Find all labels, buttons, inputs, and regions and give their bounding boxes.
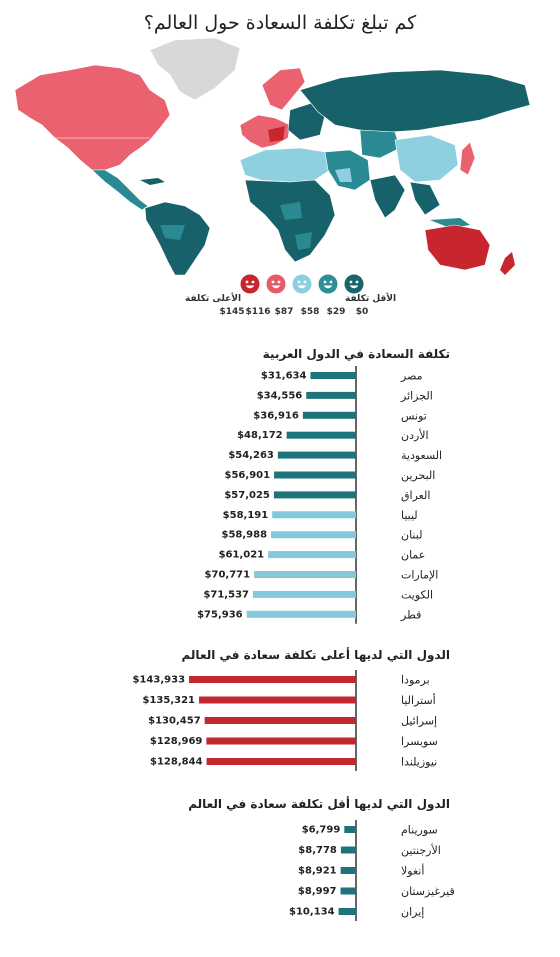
bar-value-label: $8,921 bbox=[298, 865, 337, 877]
map-africa bbox=[245, 180, 335, 262]
bar-value-label: $31,634 bbox=[260, 370, 307, 382]
bar bbox=[339, 908, 356, 915]
bar-value-label: $54,263 bbox=[228, 450, 274, 462]
bar bbox=[207, 758, 356, 765]
bar bbox=[303, 412, 356, 419]
bar-value-label: $71,537 bbox=[203, 589, 249, 601]
legend-smiley-icon bbox=[266, 274, 286, 294]
category-label: برمودا bbox=[401, 673, 430, 687]
category-label: أنغولا bbox=[401, 864, 425, 878]
legend-value: $116 bbox=[245, 307, 271, 317]
bar-value-label: $130,457 bbox=[148, 715, 201, 727]
map-scandinavia bbox=[262, 68, 305, 110]
bar bbox=[278, 452, 356, 459]
bar-value-label: $8,778 bbox=[298, 845, 337, 856]
category-label: ليبيا bbox=[401, 508, 418, 522]
bar bbox=[205, 717, 356, 724]
bar-value-label: $8,997 bbox=[297, 886, 337, 897]
bar-value-label: $58,988 bbox=[221, 529, 268, 541]
bar-value-label: $128,844 bbox=[150, 756, 203, 768]
chart3 bbox=[0, 818, 560, 923]
bar-value-label: $58,191 bbox=[222, 509, 269, 521]
category-label: قيرغيزستان bbox=[401, 885, 455, 898]
legend-value: $145 bbox=[219, 307, 245, 317]
bar-value-label: $48,172 bbox=[237, 430, 283, 442]
category-label: أستراليا bbox=[401, 694, 436, 707]
category-label: لبنان bbox=[401, 528, 423, 542]
category-label: تونس bbox=[401, 409, 427, 423]
chart2 bbox=[0, 668, 560, 773]
legend-value: $58 bbox=[300, 307, 320, 317]
category-label: إسرائيل bbox=[401, 714, 438, 728]
bar bbox=[287, 432, 356, 439]
category-label: الإمارات bbox=[401, 568, 439, 582]
bar bbox=[189, 676, 356, 683]
map-new-zealand bbox=[500, 252, 515, 275]
map-central-asia bbox=[360, 130, 400, 158]
map-legend bbox=[185, 274, 400, 320]
legend-smiley-icon bbox=[318, 274, 338, 294]
legend-value: $87 bbox=[274, 307, 294, 317]
chart3-title: الدول التي لديها أقل تكلفة سعادة في العالم bbox=[188, 797, 450, 811]
category-label: سورينام bbox=[401, 823, 438, 837]
bar bbox=[254, 571, 356, 578]
bar-value-label: $6,799 bbox=[301, 824, 341, 836]
bar-value-label: $61,021 bbox=[218, 549, 265, 561]
map-greenland bbox=[150, 38, 240, 100]
legend-smiley-icon bbox=[292, 274, 312, 294]
bar-value-label: $143,933 bbox=[132, 674, 186, 686]
legend-smiley-icon bbox=[240, 274, 260, 294]
bar bbox=[206, 738, 356, 745]
bar bbox=[310, 372, 356, 379]
category-label: مصر bbox=[401, 369, 423, 383]
legend-smiley-icon bbox=[344, 274, 364, 294]
bar bbox=[274, 491, 356, 498]
category-label: السعودية bbox=[401, 449, 443, 463]
bar-value-label: $10,134 bbox=[289, 906, 335, 918]
category-label: عمان bbox=[401, 548, 426, 562]
bar bbox=[274, 472, 356, 479]
map-central-america bbox=[92, 170, 148, 210]
bar bbox=[199, 697, 356, 704]
bar bbox=[306, 392, 356, 399]
category-label: الجزائر bbox=[401, 389, 433, 403]
category-label: البحرين bbox=[401, 469, 436, 482]
bar bbox=[268, 551, 356, 558]
bar-value-label: $135,321 bbox=[142, 695, 196, 706]
chart1-title: تكلفة السعادة في الدول العربية bbox=[262, 347, 450, 361]
legend-value: $0 bbox=[355, 307, 369, 317]
category-label: الأرجنتين bbox=[401, 844, 441, 857]
map-north-africa bbox=[240, 148, 330, 182]
bar bbox=[272, 511, 356, 518]
chart2-title: الدول التي لديها أعلى تكلفة سعادة في العالم bbox=[181, 648, 450, 662]
world-map bbox=[0, 30, 560, 275]
map-japan bbox=[460, 142, 475, 175]
bar-value-label: $75,936 bbox=[197, 609, 243, 621]
category-label: قطر bbox=[401, 608, 422, 622]
bar-value-label: $57,025 bbox=[224, 489, 270, 501]
map-australia bbox=[425, 225, 490, 270]
map-caribbean bbox=[140, 178, 165, 185]
legend-value: $29 bbox=[326, 307, 346, 317]
map-china bbox=[395, 135, 458, 182]
bar bbox=[253, 591, 356, 598]
category-label: الكويت bbox=[401, 588, 434, 602]
bar-value-label: $128,969 bbox=[149, 736, 203, 747]
bar bbox=[247, 611, 356, 618]
bar-value-label: $36,916 bbox=[253, 410, 299, 422]
bar bbox=[341, 888, 356, 895]
bar-value-label: $34,556 bbox=[256, 390, 303, 402]
page-title: كم تبلغ تكلفة السعادة حول العالم؟ bbox=[143, 12, 417, 34]
bar-value-label: $70,771 bbox=[204, 569, 251, 581]
bar-value-label: $56,901 bbox=[224, 470, 271, 481]
category-label: العراق bbox=[401, 488, 431, 502]
legend-high-label: الأعلى تكلفة bbox=[185, 294, 242, 304]
bar bbox=[341, 867, 356, 874]
map-india bbox=[370, 175, 405, 218]
category-label: الأردن bbox=[401, 429, 429, 443]
category-label: نيوزيلندا bbox=[401, 755, 438, 769]
category-label: سويسرا bbox=[401, 735, 438, 748]
map-southeast-asia bbox=[410, 182, 440, 215]
bar bbox=[271, 531, 356, 538]
category-label: إيران bbox=[401, 905, 425, 919]
bar bbox=[344, 826, 356, 833]
map-north-america bbox=[15, 65, 170, 170]
bar bbox=[341, 847, 356, 854]
chart1 bbox=[0, 364, 560, 624]
map-russia bbox=[300, 70, 530, 132]
legend-low-label: الأقل تكلفة bbox=[345, 294, 397, 304]
